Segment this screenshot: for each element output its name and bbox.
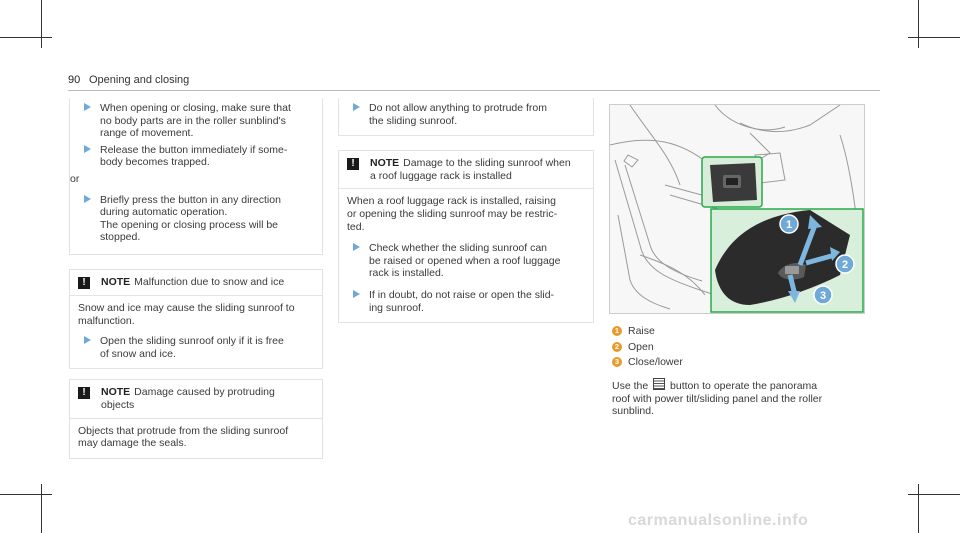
text-line: Malfunction due to snow and ice [134, 275, 285, 288]
text-line: or opening the sliding sunroof may be restric- [347, 207, 558, 220]
warning-icon: ! [347, 158, 359, 170]
note-box [338, 150, 594, 323]
text-line: The opening or closing process will be [100, 218, 279, 231]
text-line: may damage the seals. [78, 437, 187, 450]
text-line: Damage to the sliding sunroof when [403, 157, 571, 170]
note-header [339, 151, 593, 189]
callout-3 [814, 286, 832, 304]
text-line: ted. [347, 220, 365, 233]
text-line: during automatic operation. [100, 206, 228, 219]
usage-paragraph [612, 378, 862, 418]
warning-icon: ! [78, 277, 90, 289]
legend-item [612, 341, 654, 353]
note-header [70, 380, 322, 418]
note-title [101, 276, 284, 289]
text-line: be raised or opened when a roof luggage [369, 254, 561, 267]
crop-mark [0, 494, 52, 495]
text-fragment: Use the [612, 380, 649, 392]
arrow-bullet-icon [84, 336, 91, 344]
legend-item [612, 356, 683, 368]
list-item [347, 289, 585, 314]
crop-mark [918, 0, 919, 48]
text-line: If in doubt, do not raise or open the slid- [369, 288, 555, 301]
number-badge: 3 [612, 357, 622, 367]
text-line: roof with power tilt/sliding panel and the roller [612, 392, 823, 405]
text-line: When opening or closing, make sure that [100, 102, 291, 114]
panorama-button-icon [653, 378, 665, 390]
column-middle [338, 98, 594, 323]
or-text: or [70, 172, 80, 185]
text-line: sunblind. [612, 405, 655, 418]
note-box [69, 379, 323, 458]
crop-mark [918, 484, 919, 533]
list-item [78, 194, 314, 244]
number-badge: 2 [612, 342, 622, 352]
note-box [69, 269, 323, 369]
text-line: Do not allow anything to protrude from [369, 102, 548, 114]
note-body [70, 419, 322, 458]
list-item [78, 102, 314, 140]
text-line: Objects that protrude from the sliding sunroof [78, 424, 289, 437]
switch-module [702, 157, 762, 207]
note-header [70, 270, 322, 296]
note-label: NOTE [370, 157, 400, 170]
callout-label: 3 [819, 290, 827, 302]
text-line: body becomes trapped. [100, 156, 210, 169]
text-line: no body parts are in the roller sunblind's [100, 114, 286, 127]
watermark: carmanualsonline.info [628, 512, 809, 529]
callout-label: 1 [785, 219, 793, 231]
text-line: Damage caused by protruding [134, 386, 275, 399]
note-title [101, 386, 275, 411]
callout-2 [836, 255, 854, 273]
instruction-block [338, 98, 594, 136]
page-number: 90 [68, 74, 81, 86]
overhead-control-illustration [609, 104, 865, 314]
text-line: of snow and ice. [100, 347, 176, 360]
text-line: the sliding sunroof. [369, 114, 458, 127]
legend-label: Close/lower [628, 356, 683, 368]
note-title [370, 157, 571, 182]
legend-label: Open [628, 341, 654, 353]
text-fragment: button to operate the panorama [670, 380, 818, 392]
legend-item [612, 325, 655, 337]
text-line: malfunction. [78, 314, 135, 327]
crop-mark [41, 0, 42, 48]
note-label: NOTE [101, 275, 131, 288]
arrow-bullet-icon [353, 103, 360, 111]
note-body [70, 296, 322, 368]
text-line: a roof luggage rack is installed [370, 169, 512, 182]
text-line: objects [101, 398, 135, 411]
text-line: ing sunroof. [369, 301, 424, 314]
crop-mark [908, 494, 960, 495]
number-badge: 1 [612, 326, 622, 336]
text-line: Release the button immediately if some- [100, 143, 288, 156]
detail-inset [711, 209, 863, 312]
note-label: NOTE [101, 386, 131, 399]
list-item [347, 102, 585, 127]
crop-mark [41, 484, 42, 533]
legend-label: Raise [628, 325, 655, 337]
text-line: Briefly press the button in any direction [100, 193, 281, 206]
header-rule [68, 90, 880, 91]
section-title: Opening and closing [89, 74, 190, 86]
text-line: stopped. [100, 231, 141, 244]
arrow-bullet-icon [84, 145, 91, 153]
text-line: range of movement. [100, 127, 194, 140]
warning-icon: ! [78, 387, 90, 399]
arrow-bullet-icon [353, 290, 360, 298]
text-line: rack is installed. [369, 267, 444, 280]
note-body [339, 189, 593, 322]
crop-mark [908, 37, 960, 38]
arrow-bullet-icon [84, 103, 91, 111]
arrow-bullet-icon [84, 195, 91, 203]
text-line: When a roof luggage rack is installed, raising [347, 195, 556, 208]
instruction-block [69, 98, 323, 255]
list-item [78, 144, 314, 169]
text-line: Check whether the sliding sunroof can [369, 242, 548, 255]
list-item [78, 335, 314, 360]
text-line: Snow and ice may cause the sliding sunroof to [78, 301, 295, 314]
illustration-svg [610, 105, 864, 313]
callout-1 [780, 215, 798, 233]
text-line: Open the sliding sunroof only if it is free [100, 335, 284, 348]
callout-label: 2 [841, 259, 849, 271]
crop-mark [0, 37, 52, 38]
list-item [347, 242, 585, 280]
column-left [69, 98, 323, 459]
arrow-bullet-icon [353, 243, 360, 251]
